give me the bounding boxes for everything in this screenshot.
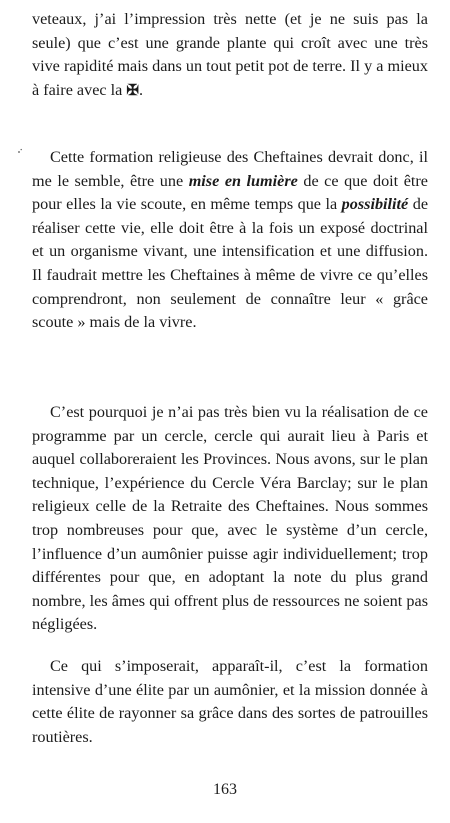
paragraph-religious-formation	[32, 146, 428, 335]
emphasis-text: mise en lumière	[188, 171, 298, 190]
emphasis-text: possibilité	[341, 195, 409, 214]
paragraph-continuation	[32, 8, 428, 103]
ink-speck	[17, 148, 23, 154]
paragraph-text: Cette formation religieuse des Cheftaines devrait donc, il me le semble, être une	[32, 148, 428, 190]
paragraph-text: veteaux, j’ai l’impression très nette (et je ne suis pas la seule) que c’est une grande plante qui croît avec une très vive rapidité mais dans un tout petit pot de terre. Il y a mieux à faire avec la	[32, 10, 428, 99]
paragraph-text: de réaliser cette vie, elle doit être à la fois un exposé doctrinal et un organisme vivant, une intensification et une diffusion. Il faudrait mettre les Cheftaines à même de vivre ce qu’elles comprendront, non seulement de connaître leur « grâce scoute » mais de la vivre.	[32, 195, 429, 332]
paragraph-elite-formation	[32, 655, 428, 749]
paragraph-text: de ce que doit être pour elles la vie scoute, en même temps que la	[32, 171, 428, 214]
page-number: 163	[213, 781, 237, 798]
paragraph-circle-program	[32, 401, 428, 637]
paragraph-text: .	[138, 80, 143, 99]
paragraph-text: C’est pourquoi je n’ai pas très bien vu la réalisation de ce programme par un cercle, cercle qui aurait lieu à Paris et auquel collaboreraient les Provinces. Nous avons, sur le plan technique, l’expérience du Cercle Véra Barclay; sur le plan religieux celle de la Retraite des Cheftaines. Nous sommes trop nombreuses pour que, avec le système d’un cercle, l’influence d’un aumônier puisse agir individuellement; trop différentes pour que, en adoptant la note du plus grand nombre, les âmes qui offrent plus de ressources ne soient pas négligées.	[32, 403, 428, 634]
cross-symbol: ✠	[126, 82, 139, 99]
paragraph-text: Ce qui s’imposerait, apparaît-il, c’est la formation intensive d’une élite par un aumônier, et la mission donnée à cette élite de rayonner sa grâce dans des sortes de patrouilles routières.	[32, 657, 428, 746]
